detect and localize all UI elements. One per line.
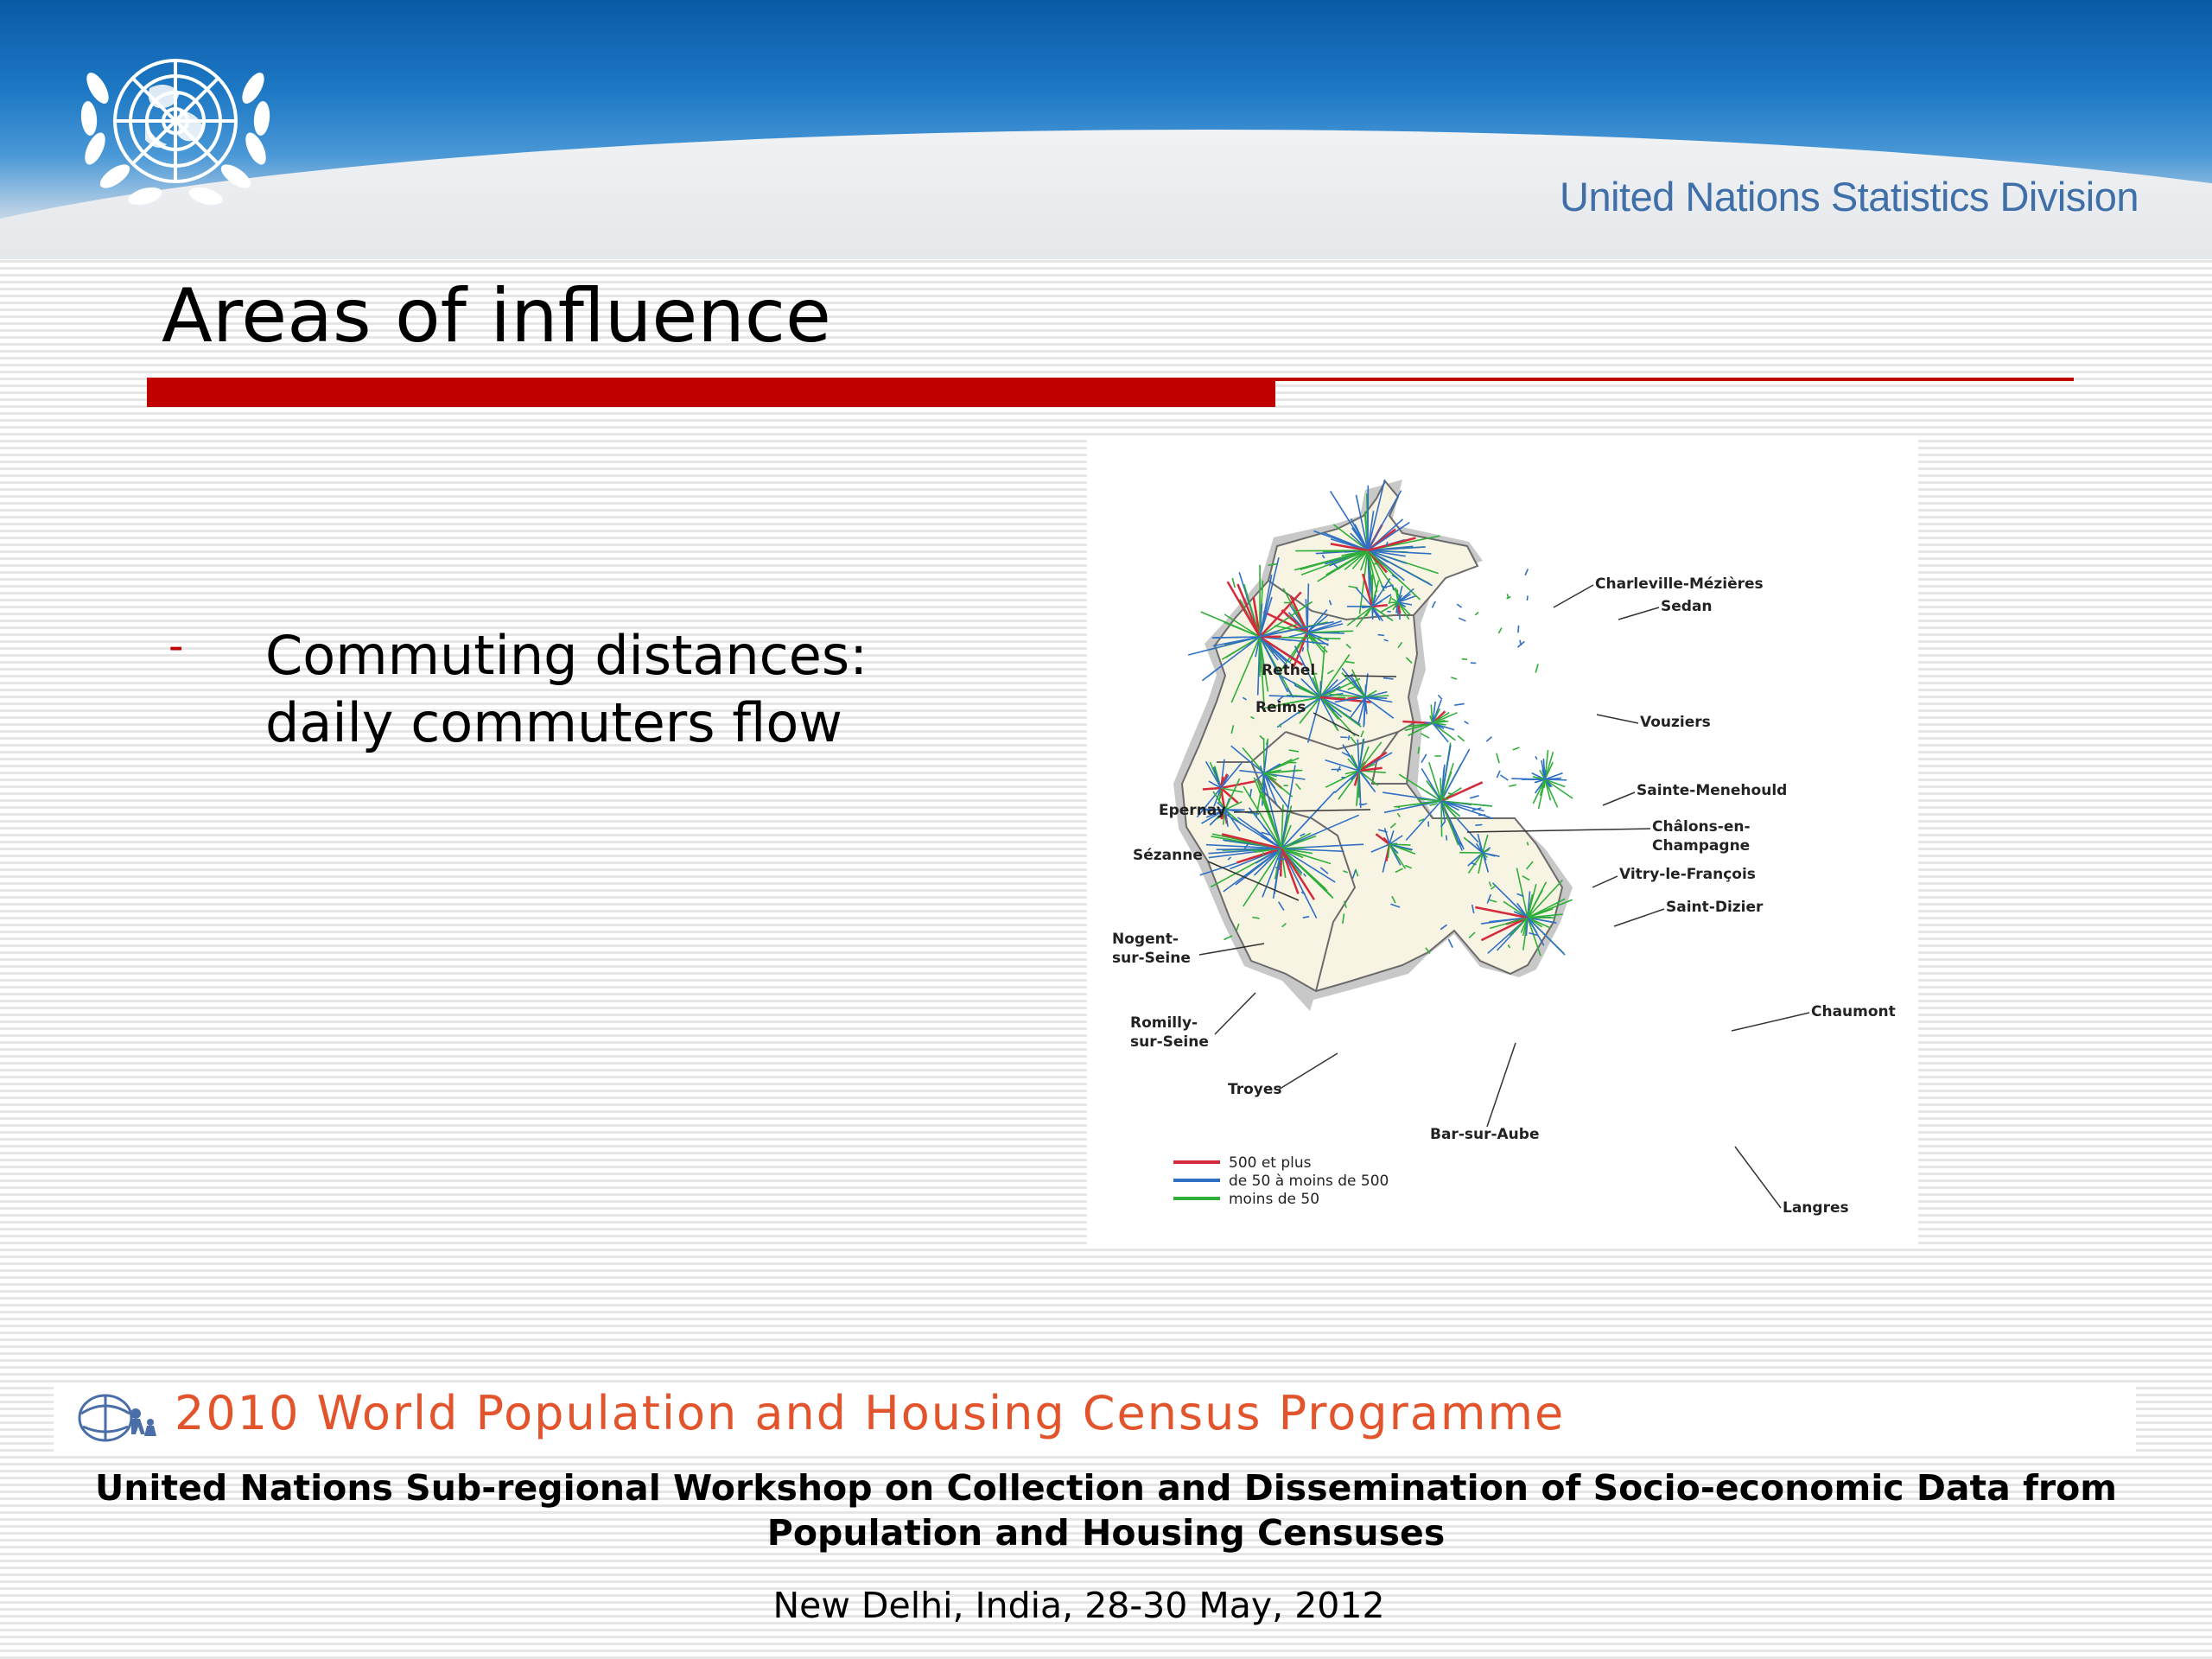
flow-dash <box>1527 595 1528 601</box>
label-romilly-1: Romilly- <box>1130 1014 1198 1032</box>
bullet-line-2: daily commuters flow <box>265 691 842 754</box>
census-programme-banner <box>54 1382 2136 1455</box>
flow-line <box>1389 844 1411 845</box>
flow-dash <box>1430 804 1438 805</box>
map-svg <box>1087 438 1918 1249</box>
flow-dash <box>1465 721 1469 724</box>
label-sedan: Sedan <box>1661 598 1713 615</box>
label-romilly-2: sur-Seine <box>1130 1033 1209 1051</box>
flow-dash <box>1497 771 1500 778</box>
place-date: New Delhi, India, 28-30 May, 2012 <box>772 1585 1385 1626</box>
flow-dash <box>1535 756 1537 760</box>
label-vouziers: Vouziers <box>1640 714 1711 731</box>
workshop-line-2: Population and Housing Censuses <box>766 1512 1446 1554</box>
flow-dash <box>1418 747 1419 753</box>
flow-dash <box>1448 939 1452 948</box>
label-saint-dizier: Saint-Dizier <box>1666 899 1764 916</box>
title-rule-thick <box>147 378 1275 407</box>
legend-label-50-500: de 50 à moins de 500 <box>1229 1173 1389 1190</box>
flow-line <box>1295 550 1368 551</box>
flow-dash <box>1470 796 1478 798</box>
flow-dash <box>1378 635 1384 636</box>
census-programme-logo-icon <box>71 1388 166 1448</box>
flow-line <box>1425 722 1433 723</box>
flow-line <box>1389 602 1399 603</box>
flow-dash <box>1421 754 1427 763</box>
label-epernay: Epernay <box>1159 802 1226 819</box>
flow-dash <box>1433 601 1436 608</box>
label-chalons-2: Champagne <box>1652 837 1751 855</box>
flow-dash <box>1525 569 1528 575</box>
flow-dash <box>1513 747 1520 750</box>
flow-dash <box>1454 703 1465 705</box>
legend-label-under-50: moins de 50 <box>1229 1191 1320 1208</box>
label-reims: Reims <box>1255 699 1306 716</box>
flow-dash <box>1387 612 1390 613</box>
flow-dash <box>1340 737 1347 738</box>
flow-dash <box>1509 785 1516 786</box>
bullet-text <box>265 622 1043 757</box>
flow-dash <box>1462 659 1467 660</box>
label-chalons-1: Châlons-en- <box>1652 818 1751 836</box>
legend-label-500: 500 et plus <box>1229 1154 1312 1172</box>
un-emblem-icon <box>67 28 283 222</box>
label-sainte-menehould: Sainte-Menehould <box>1637 782 1788 799</box>
label-langres: Langres <box>1783 1199 1849 1217</box>
flow-dash <box>1341 778 1345 779</box>
bullet-marker: - <box>168 622 184 671</box>
slide-title: Areas of influence <box>162 273 831 359</box>
flow-dash <box>1459 618 1465 621</box>
bullet-line-1: Commuting distances: <box>265 624 868 687</box>
label-charleville-mezieres: Charleville-Mézières <box>1595 575 1764 593</box>
label-chaumont: Chaumont <box>1811 1003 1896 1020</box>
flow-dash <box>1475 825 1482 826</box>
flow-dash <box>1501 775 1509 780</box>
flow-line <box>1545 779 1567 780</box>
label-nogent-2: sur-Seine <box>1112 950 1191 967</box>
flow-dash <box>1478 815 1485 816</box>
flow-dash <box>1457 604 1461 607</box>
flow-dash <box>1232 578 1235 588</box>
flow-line <box>1203 788 1221 790</box>
flow-dash <box>1438 695 1442 699</box>
flow-dash <box>1451 677 1457 679</box>
flow-dash <box>1518 626 1519 633</box>
organization-name: United Nations Statistics Division <box>1560 174 2139 219</box>
flow-dash <box>1497 753 1499 763</box>
flow-dash <box>1498 628 1502 633</box>
header-banner <box>0 0 2212 259</box>
workshop-title <box>0 1465 2212 1555</box>
map-legend <box>1173 1154 1389 1208</box>
flow-dash <box>1475 613 1478 615</box>
flow-dash <box>1278 859 1286 860</box>
flow-dash <box>1359 804 1363 805</box>
commuter-flow-map <box>1087 438 1918 1249</box>
title-rule-thin <box>1275 378 2074 381</box>
label-bar-sur-aube: Bar-sur-Aube <box>1430 1126 1540 1143</box>
flow-line <box>1421 769 1441 801</box>
census-programme-title: 2010 World Population and Housing Census Programme <box>175 1386 1566 1440</box>
workshop-line-1: United Nations Sub-regional Workshop on Collection and Dissemination of Socio-economic Data from <box>94 1467 2118 1509</box>
label-troyes: Troyes <box>1228 1081 1282 1098</box>
label-nogent-1: Nogent- <box>1112 931 1179 948</box>
flow-dash <box>1535 664 1538 673</box>
flow-dash <box>1486 737 1491 741</box>
flow-dash <box>1458 736 1465 741</box>
label-rethel: Rethel <box>1262 662 1316 679</box>
flow-dash <box>1349 735 1350 741</box>
flow-dash <box>1421 734 1429 738</box>
flow-dash <box>1446 836 1447 841</box>
label-sezanne: Sézanne <box>1133 847 1203 864</box>
label-vitry-le-francois: Vitry-le-François <box>1619 866 1756 883</box>
